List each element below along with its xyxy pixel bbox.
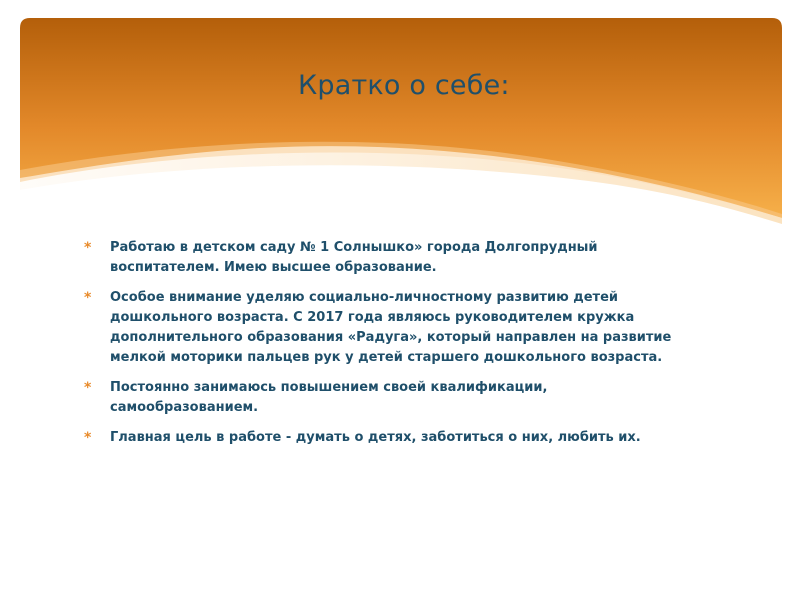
bullet-star-icon: * bbox=[84, 380, 92, 396]
bullet-star-icon: * bbox=[84, 430, 92, 446]
list-item-text: Главная цель в работе - думать о детях, заботиться о них, любить их. bbox=[110, 430, 641, 445]
bullet-star-icon: * bbox=[84, 240, 92, 256]
list-item bbox=[84, 238, 694, 278]
bullet-star-icon: * bbox=[84, 290, 92, 306]
list-item bbox=[84, 428, 694, 448]
list-item bbox=[84, 378, 694, 418]
slide-title: Кратко о себе: bbox=[298, 70, 510, 101]
list-item bbox=[84, 288, 694, 368]
list-item-text: Особое внимание уделяю социально-личностному развитию детей дошкольного возраста. С 2017 года являюсь руководителем кружка дополнительного образования «Радуга», который направлен на развитие мелкой моторики пальцев рук у детей старшего дошкольного возраста. bbox=[110, 290, 672, 365]
list-item-text: Постоянно занимаюсь повышением своей квалификации, самообразованием. bbox=[110, 380, 548, 415]
list-item-text: Работаю в детском саду № 1 Солнышко» города Долгопрудный воспитателем. Имею высшее образование. bbox=[110, 240, 598, 275]
header-wave-decoration bbox=[20, 18, 782, 228]
bullet-list bbox=[84, 238, 694, 458]
